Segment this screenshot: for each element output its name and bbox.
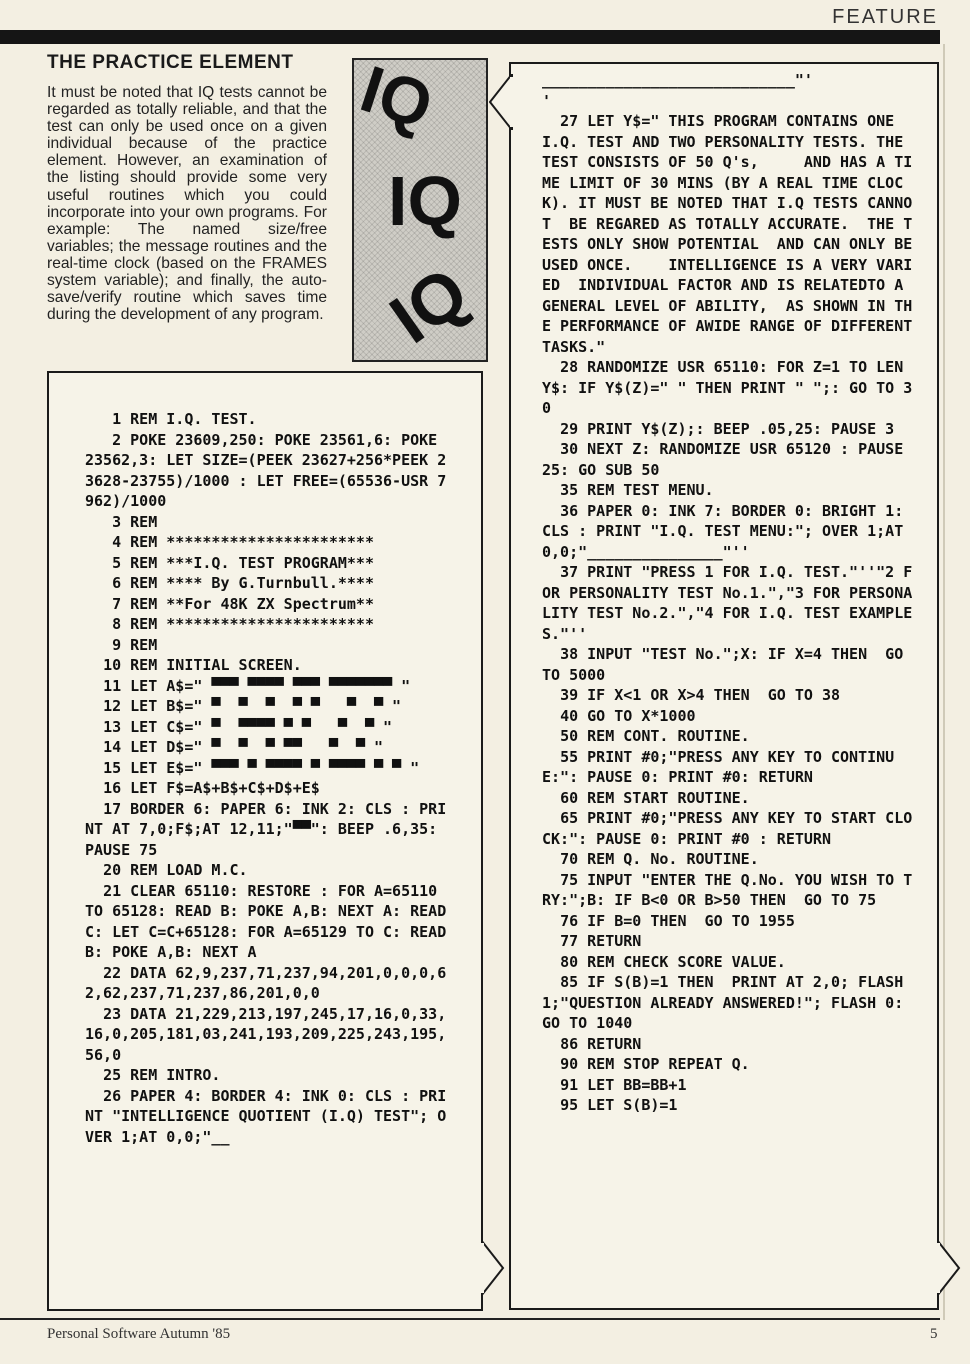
code-line: 11 LET A$=" ▀▀▀ ▀▀▀▀ ▀▀▀ ▀▀▀▀▀▀▀ " [85, 676, 411, 695]
code-line: 28 RANDOMIZE USR 65110: FOR Z=1 TO LEN Y$: IF Y$(Z)=" " THEN PRINT " ";: GO TO 30 [542, 358, 913, 417]
code-line: 77 RETURN [542, 932, 642, 950]
iq-logo-3: IQ [376, 251, 482, 359]
code-line: 5 REM ***I.Q. TEST PROGRAM*** [85, 553, 374, 572]
arrow-right-icon [481, 1240, 505, 1296]
article-subheading: THE PRACTICE ELEMENT [47, 52, 294, 73]
code-line: 37 PRINT "PRESS 1 FOR I.Q. TEST."''"2 FOR PERSONALITY TEST No.1.","3 FOR PERSONALITY TEST No.2.","4 FOR I.Q. TEST EXAMPLES."'' [542, 563, 913, 643]
code-line: 55 PRINT #0;"PRESS ANY KEY TO CONTINUE:": PAUSE 0: PRINT #0: RETURN [542, 747, 895, 786]
code-line: ____________________________"' [542, 71, 813, 89]
code-line: ' [542, 91, 552, 110]
code-line: 6 REM **** By G.Turnbull.**** [85, 574, 374, 592]
code-line: 9 REM [85, 635, 158, 654]
publication-footer: Personal Software Autumn '85 [47, 1326, 231, 1342]
code-line: 60 REM START ROUTINE. [542, 788, 750, 807]
footer-rule [0, 1318, 940, 1320]
section-label: FEATURE [832, 6, 938, 28]
code-line: 40 GO TO X*1000 [542, 706, 696, 725]
arrow-right-icon [937, 1240, 961, 1296]
code-line: 90 REM STOP REPEAT Q. [542, 1055, 750, 1073]
code-line: 25 REM INTRO. [85, 1066, 221, 1084]
code-line: 91 LET BB=BB+1 [542, 1075, 687, 1094]
code-line: 12 LET B$=" ▀ ▀ ▀ ▀ ▀ ▀ ▀ " [85, 697, 402, 715]
code-line: 22 DATA 62,9,237,71,237,94,201,0,0,0,62,62,237,71,237,86,201,0,0 [85, 963, 447, 1002]
code-line: 50 REM CONT. ROUTINE. [542, 727, 750, 745]
code-line: 4 REM *********************** [85, 533, 374, 551]
code-line: 3 REM [85, 512, 158, 531]
code-line: 2 POKE 23609,250: POKE 23561,6: POKE 23562,3: LET SIZE=(PEEK 23627+256*PEEK 23628-23755)/1000 : LET FREE=(65536-USR 7962)/1000 [85, 430, 447, 510]
code-line: 23 DATA 21,229,213,197,245,17,16,0,33,16,0,205,181,03,241,193,209,225,243,195,56,0 [85, 1004, 447, 1064]
page-edge [943, 44, 945, 1320]
program-listing-part-1 [47, 371, 483, 1311]
code-line: 20 REM LOAD M.C. [85, 861, 248, 879]
code-line: 27 LET Y$=" THIS PROGRAM CONTAINS ONE I.Q. TEST AND TWO PERSONALITY TESTS. THE TEST CONSISTS OF 50 Q's, AND HAS A TIME LIMIT OF 30 MINS (BY A REAL TIME CLOCK). IT MUST BE NOTED THAT I.Q TESTS CANNOT BE REGARED AS TOTALLY ACCURATE. THE TESTS ONLY SHOW POTENTIAL AND CAN ONLY BE USED ONCE. INTELLIGENCE IS A VERY VARIED INDIVIDUAL FACTOR AND IS RELATEDTO A GENERAL LEVEL OF ABILITY, AS SHOWN IN THE PERFORMANCE OF AWIDE RANGE OF DIFFERENT TASKS." [542, 112, 922, 356]
code-line: 8 REM *********************** [85, 615, 374, 633]
code-line: 36 PAPER 0: INK 7: BORDER 0: BRIGHT 1: CLS : PRINT "I.Q. TEST MENU:"; OVER 1;AT 0,0;"_______________"'' [542, 501, 913, 561]
iq-logo-1: IQ [352, 51, 442, 143]
code-line: 38 INPUT "TEST No.";X: IF X=4 THEN GO TO 5000 [542, 645, 913, 684]
code-line: 7 REM **For 48K ZX Spectrum** [85, 594, 374, 613]
code-line: 10 REM INITIAL SCREEN. [85, 656, 302, 674]
code-line: 35 REM TEST MENU. [542, 481, 714, 499]
code-line: 85 IF S(B)=1 THEN PRINT AT 2,0; FLASH 1;"QUESTION ALREADY ANSWERED!"; FLASH 0: GO TO 1040 [542, 973, 913, 1032]
code-line: 95 LET S(B)=1 [542, 1096, 678, 1114]
code-line: 30 NEXT Z: RANDOMIZE USR 65120 : PAUSE 25: GO SUB 50 [542, 440, 913, 479]
code-line: 65 PRINT #0;"PRESS ANY KEY TO START CLOCK:": PAUSE 0: PRINT #0 : RETURN [542, 809, 913, 848]
top-rule [0, 30, 940, 44]
code-line: 14 LET D$=" ▀ ▀ ▀ ▀▀ ▀ ▀ " [85, 738, 384, 756]
code-line: 17 BORDER 6: PAPER 6: INK 2: CLS : PRINT AT 7,0;F$;AT 12,11;"▀▀": BEEP .6,35: PAUSE 75 [85, 799, 447, 859]
code-line: 15 LET E$=" ▀▀▀ ▀ ▀▀▀▀ ▀ ▀▀▀▀ ▀ ▀ " [85, 758, 420, 777]
code-line: 21 CLEAR 65110: RESTORE : FOR A=65110 TO 65128: READ B: POKE A,B: NEXT A: READ C: LET C=C+65128: FOR A=65129 TO C: READ B: POKE A,B: NEXT A [85, 881, 456, 961]
iq-graphic [352, 51, 488, 362]
iq-logo-2: IQ [388, 162, 462, 240]
code-line: 29 PRINT Y$(Z);: BEEP .05,25: PAUSE 3 [542, 419, 895, 438]
code-line: 80 REM CHECK SCORE VALUE. [542, 952, 786, 971]
intro-paragraph: It must be noted that IQ tests cannot be regarded as totally reliable, and that the test can only be used once on a given individual because of the practice element. However, an examination of the listing should provide some very useful routines which you could incorporate into your own programs. For example: The named size/free variables; the message routines and the real-time clock (based on the FRAMES system variable); and finally, the auto-save/verify routine which saves time during the development of any program. [47, 84, 327, 324]
code-line: 70 REM Q. No. ROUTINE. [542, 850, 759, 868]
page-number: 5 [930, 1326, 938, 1342]
code-line: 86 RETURN [542, 1034, 642, 1053]
code-line: 75 INPUT "ENTER THE Q.No. YOU WISH TO TRY:";B: IF B<0 OR B>50 THEN GO TO 75 [542, 870, 913, 909]
code-line: 1 REM I.Q. TEST. [85, 410, 257, 428]
code-line: 26 PAPER 4: BORDER 4: INK 0: CLS : PRINT "INTELLIGENCE QUOTIENT (I.Q) TEST"; OVER 1;AT 0,0;"__ [85, 1086, 447, 1146]
program-listing-part-2 [509, 62, 939, 1310]
code-line: 16 LET F$=A$+B$+C$+D$+E$ [85, 779, 320, 797]
code-line: 39 IF X<1 OR X>4 THEN GO TO 38 [542, 686, 841, 704]
arrow-left-icon [489, 74, 513, 130]
code-line: 76 IF B=0 THEN GO TO 1955 [542, 911, 795, 930]
code-line: 13 LET C$=" ▀ ▀▀▀▀ ▀ ▀ ▀ ▀ " [85, 717, 393, 736]
